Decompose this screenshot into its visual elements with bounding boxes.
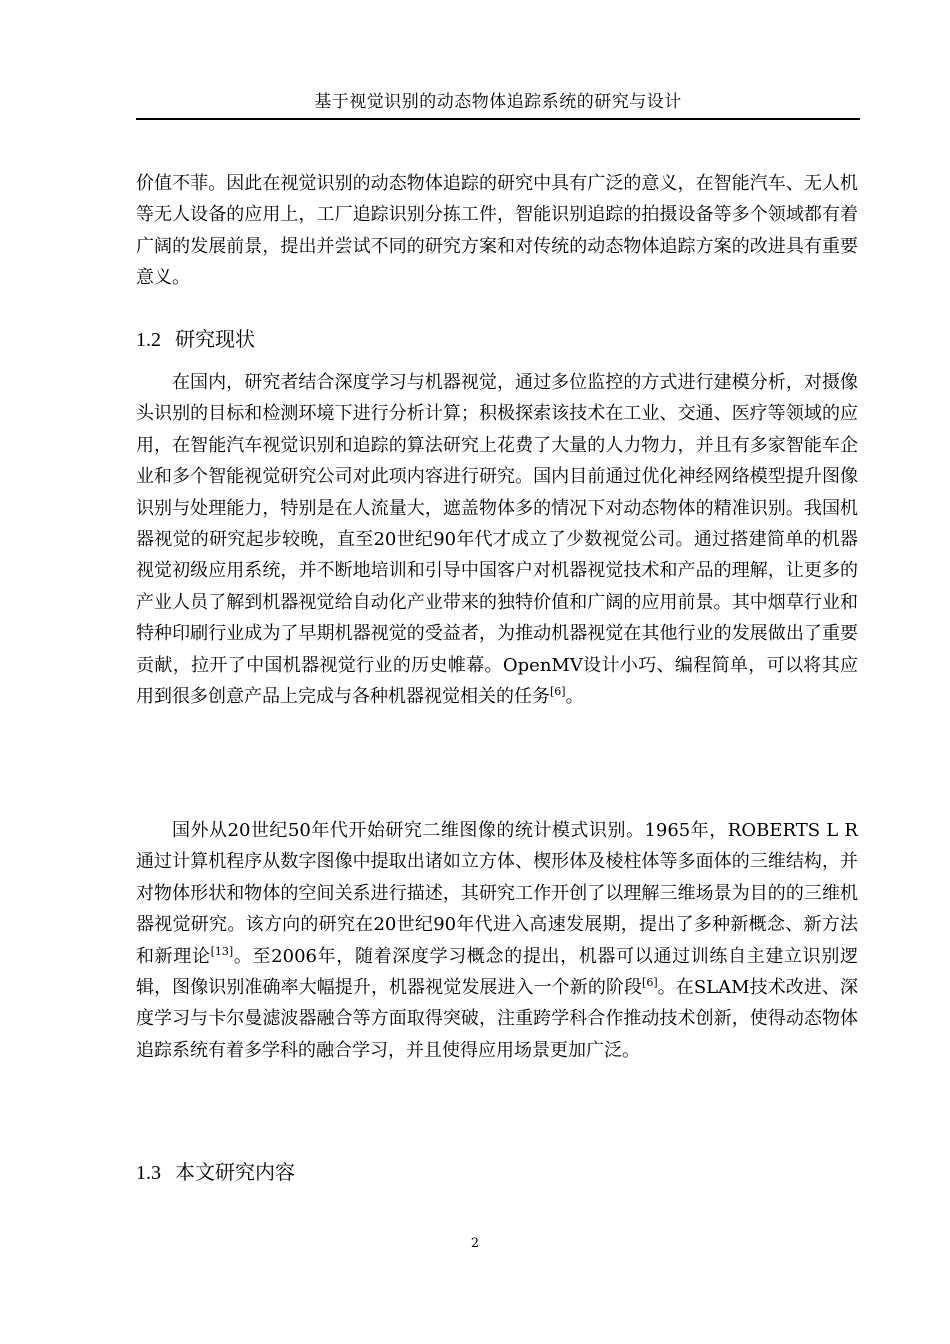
- page-number: 2: [470, 1236, 480, 1251]
- section-heading-1-3: [136, 1157, 858, 1188]
- paragraph-continuation: 价值不菲。因此在视觉识别的动态物体追踪的研究中具有广泛的意义，在智能汽车、无人机等无人设备的应用上，工厂追踪识别分拣工件，智能识别追踪的拍摄设备等多个领域都有着广阔的发展前景，提出并尝试不同的研究方案和对传统的动态物体追踪方案的改进具有重要意义。: [136, 173, 858, 289]
- paragraph-text: 。在SLAM技术改进、深度学习与卡尔曼滤波器融合等方面取得突破，注重跨学科合作推动技术创新，使得动态物体追踪系统有着多学科的融合学习，并且使得应用场景更加广泛。: [136, 977, 858, 1061]
- paragraph-foreign-research: [136, 815, 858, 1066]
- paragraph-tail: 。: [565, 686, 584, 708]
- header-rule: [136, 118, 860, 120]
- citation-ref: [13]: [210, 944, 234, 958]
- section-title: 本文研究内容: [175, 1160, 295, 1184]
- section-title: 研究现状: [175, 327, 255, 351]
- section-heading-1-2: [136, 324, 858, 355]
- running-header: 基于视觉识别的动态物体追踪系统的研究与设计: [314, 92, 682, 112]
- citation-ref: [6]: [550, 685, 566, 699]
- section-number: 1.2: [136, 329, 161, 351]
- section-number: 1.3: [136, 1162, 161, 1184]
- paragraph-text: 在国内，研究者结合深度学习与机器视觉，通过多位监控的方式进行建模分析，对摄像头识别的目标和检测环境下进行分析计算；积极探索该技术在工业、交通、医疗等领域的应用，在智能汽车视觉识别和追踪的算法研究上花费了大量的人力物力，并且有多家智能车企业和多个智能视觉研究公司对此项内容进行研究。国内目前通过优化神经网络模型提升图像识别与处理能力，特别是在人流量大，遮盖物体多的情况下对动态物体的精准识别。我国机器视觉的研究起步较晚，直至20世纪90年代才成立了少数视觉公司。通过搭建简单的机器视觉初级应用系统，并不断地培训和引导中国客户对机器视觉技术和产品的理解，让更多的产业人员了解到机器视觉给自动化产业带来的独特价值和广阔的应用前景。其中烟草行业和特种印刷行业成为了早期机器视觉的受益者，为推动机器视觉在其他行业的发展做出了重要贡献，拉开了中国机器视觉行业的历史帷幕。OpenMV设计小巧、编程简单，可以将其应用到很多创意产品上完成与各种机器视觉相关的任务: [136, 372, 858, 708]
- paragraph-text: 国外从20世纪50年代开始研究二维图像的统计模式识别。1965年，ROBERTS L R通过计算机程序从数字图像中提取出诸如立方体、楔形体及棱柱体等多面体的三维结构，并对物体形状和物体的空间关系进行描述，其研究工作开创了以理解三维场景为目的的三维机器视觉研究。该方向的研究在20世纪90年代进入高速发展期，提出了多种新概念、新方法和新理论: [136, 820, 858, 967]
- paragraph-domestic-research: [136, 367, 858, 712]
- citation-ref: [6]: [642, 976, 658, 990]
- paragraph-text: 。至2006年，随着深度学习概念的提出，机器可以通过训练自主建立识别逻辑，图像识别准确率大幅提升，机器视觉发展进入一个新的阶段: [136, 945, 858, 999]
